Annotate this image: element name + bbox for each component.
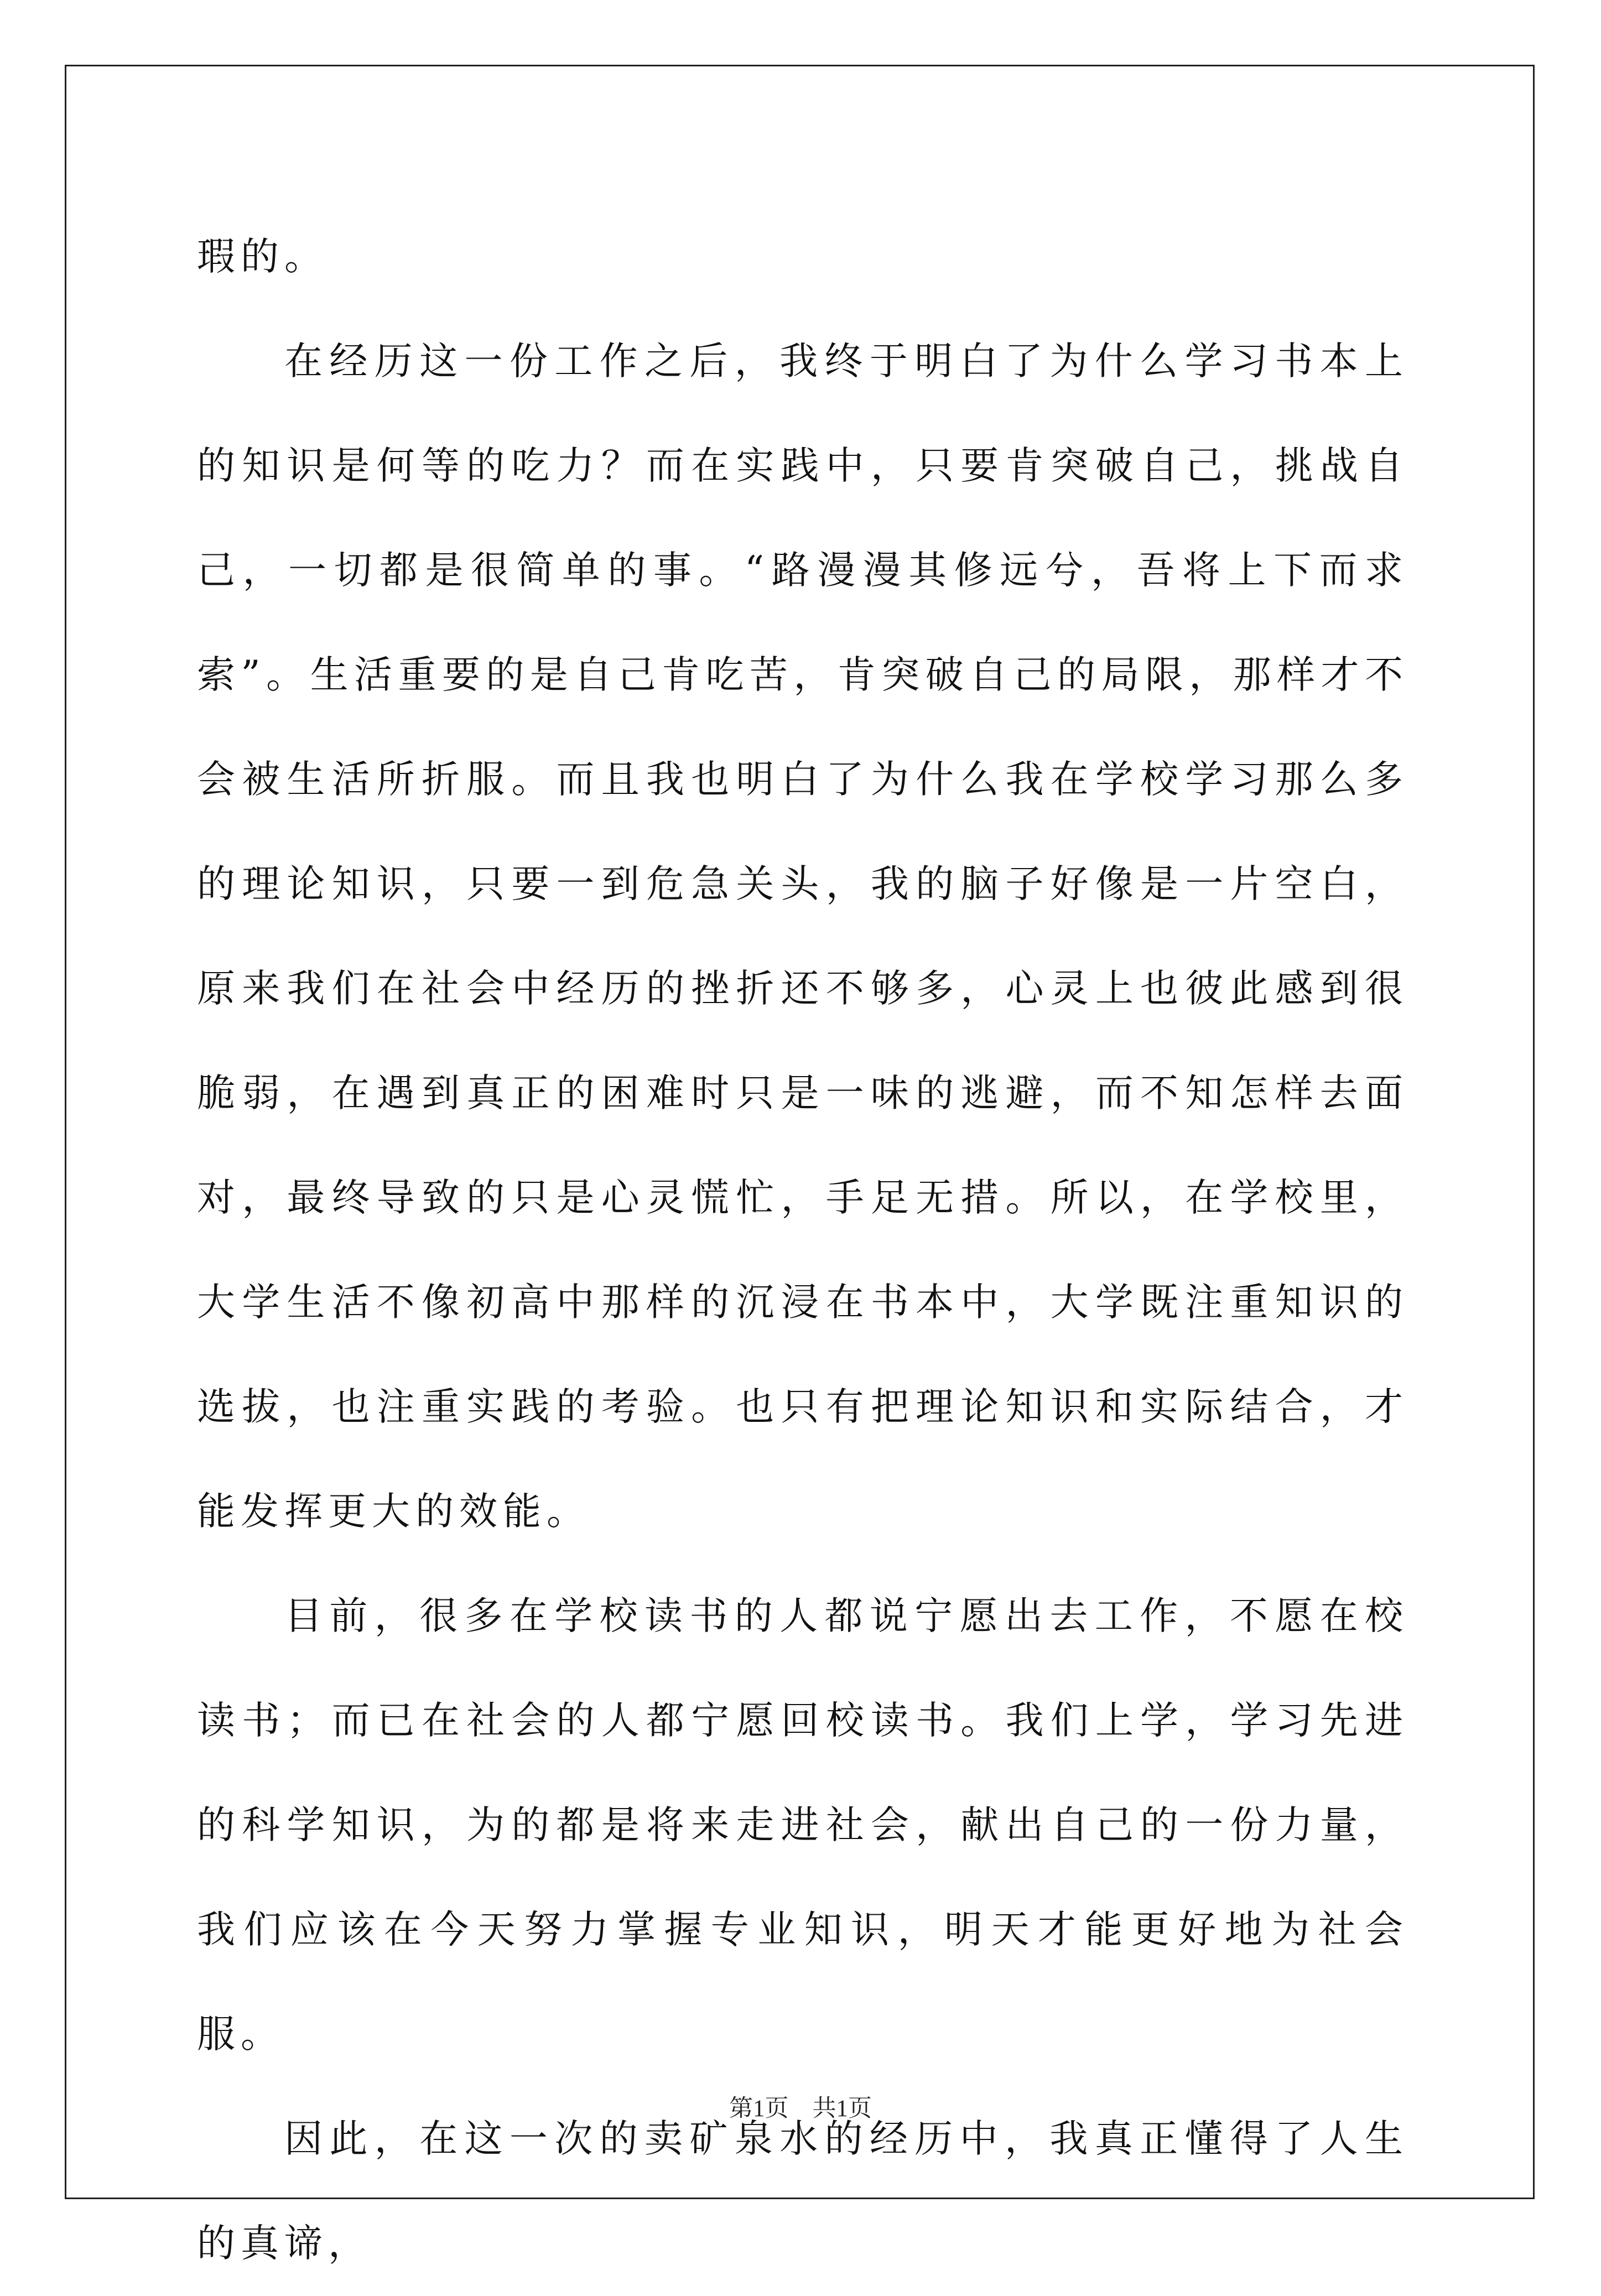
page-number: 第1页 共1页 — [729, 2096, 872, 2122]
paragraph-work-experience: 在经历这一份工作之后，我终于明白了为什么学习书本上的知识是何等的吃力？而在实践中，只要肯突破自己，挑战自己，一切都是很简单的事。“路漫漫其修远兮，吾将上下而求索”。生活重要的是自己肯吃苦，肯突破自己的局限，那样才不会被生活所折服。而且我也明白了为什么我在学校学习那么多的理论知识，只要一到危急关头，我的脑子好像是一片空白，原来我们在社会中经历的挫折还不够多，心灵上也彼此感到很脆弱，在遇到真正的困难时只是一味的逃避，而不知怎样去面对，最终导致的只是心灵慌忙，手足无措。所以，在学校里，大学生活不像初高中那样的沉浸在书本中，大学既注重知识的选拔，也注重实践的考验。也只有把理论知识和实际结合，才能发挥更大的效能。 — [197, 339, 1408, 1534]
paragraph-continuation: 瑕的。 — [197, 235, 328, 279]
paragraph-study-vs-work: 目前，很多在学校读书的人都说宁愿出去工作，不愿在校读书；而已在社会的人都宁愿回校读书。我们上学，学习先进的科学知识，为的都是将来走进社会，献出自己的一份力量，我们应该在今天努力掌握专业知识，明天才能更好地为社会服。 — [197, 1594, 1408, 2056]
paragraph-conclusion: 因此，在这一次的卖矿泉水的经历中，我真正懂得了人生的真谛， — [197, 2117, 1408, 2266]
document-body — [197, 205, 1408, 2296]
